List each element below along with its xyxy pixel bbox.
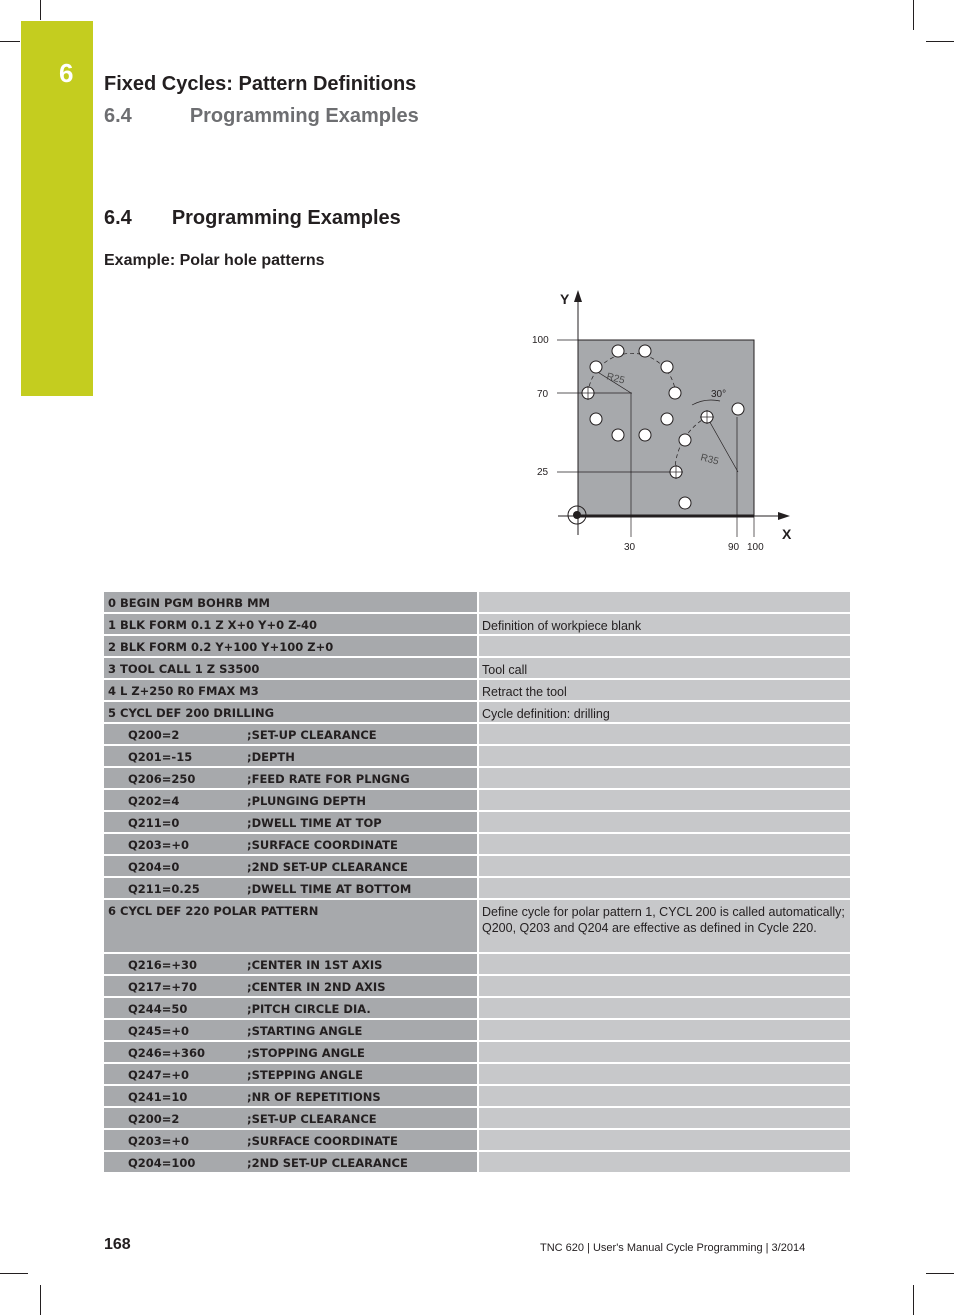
section-heading <box>104 207 401 230</box>
program-code-cell <box>104 790 477 812</box>
program-row <box>104 1086 850 1108</box>
nc-program-body <box>104 592 850 1174</box>
program-comment-cell <box>477 954 850 976</box>
chapter-number: 6 <box>59 58 74 88</box>
radius-label-r35: R35 <box>699 452 720 468</box>
program-code-cell <box>104 878 477 900</box>
hole <box>679 434 691 446</box>
crop-mark <box>913 0 914 30</box>
program-row <box>104 636 850 658</box>
program-row <box>104 998 850 1020</box>
cycle-parameter: Q247=+0 <box>128 1068 190 1082</box>
program-comment-cell <box>477 658 850 680</box>
program-block: 6 CYCL DEF 220 POLAR PATTERN <box>108 904 319 918</box>
program-block: 1 BLK FORM 0.1 Z X+0 Y+0 Z-40 <box>108 618 318 632</box>
hole <box>679 497 691 509</box>
cycle-parameter-description: ;SET-UP CLEARANCE <box>247 1112 377 1126</box>
program-row <box>104 900 850 954</box>
y-tick-100: 100 <box>532 335 549 346</box>
program-block: 0 BEGIN PGM BOHRB MM <box>108 596 270 610</box>
cycle-parameter: Q203=+0 <box>128 1134 190 1148</box>
program-comment: Definition of workpiece blank <box>482 619 642 633</box>
program-code-cell <box>104 954 477 976</box>
program-comment-cell <box>477 746 850 768</box>
cycle-parameter: Q200=2 <box>128 728 180 742</box>
program-comment-cell <box>477 834 850 856</box>
program-code-cell <box>104 834 477 856</box>
program-code-cell <box>104 636 477 658</box>
x-tick-30: 30 <box>624 542 636 553</box>
cycle-parameter-description: ;STEPPING ANGLE <box>247 1068 363 1082</box>
program-row <box>104 1152 850 1174</box>
cycle-parameter-description: ;PITCH CIRCLE DIA. <box>247 1002 371 1016</box>
program-code-cell <box>104 976 477 998</box>
cycle-parameter: Q200=2 <box>128 1112 180 1126</box>
program-code-cell <box>104 998 477 1020</box>
cycle-parameter-description: ;SURFACE COORDINATE <box>247 838 398 852</box>
cycle-parameter-description: ;STARTING ANGLE <box>247 1024 363 1038</box>
cycle-parameter: Q211=0 <box>128 816 180 830</box>
hole <box>661 361 673 373</box>
program-comment-cell <box>477 592 850 614</box>
program-code-cell <box>104 746 477 768</box>
hole <box>612 345 624 357</box>
running-section-title: Programming Examples <box>189 105 419 127</box>
program-row <box>104 1042 850 1064</box>
hole <box>669 387 681 399</box>
cycle-parameter: Q204=100 <box>128 1156 196 1170</box>
polar-hole-pattern-drawing <box>520 285 810 555</box>
radius-label-r25: R25 <box>605 371 626 387</box>
x-axis-arrow <box>778 512 790 520</box>
program-code-cell <box>104 856 477 878</box>
cycle-parameter-description: ;2ND SET-UP CLEARANCE <box>247 1156 408 1170</box>
program-block: 2 BLK FORM 0.2 Y+100 Y+100 Z+0 <box>108 640 334 654</box>
program-row <box>104 746 850 768</box>
program-comment-cell <box>477 1086 850 1108</box>
cycle-parameter-description: ;SET-UP CLEARANCE <box>247 728 377 742</box>
program-comment-cell <box>477 1042 850 1064</box>
angle-label: 30° <box>711 389 727 400</box>
x-tick-90: 90 <box>728 542 740 553</box>
crop-mark <box>0 1273 28 1274</box>
program-code-cell <box>104 592 477 614</box>
program-comment-cell <box>477 768 850 790</box>
program-comment-cell <box>477 856 850 878</box>
program-code-cell <box>104 1020 477 1042</box>
cycle-parameter-description: ;DWELL TIME AT BOTTOM <box>247 882 412 896</box>
cycle-parameter-description: ;CENTER IN 1ST AXIS <box>247 958 383 972</box>
program-block: 5 CYCL DEF 200 DRILLING <box>108 706 275 720</box>
x-tick-100: 100 <box>747 542 764 553</box>
program-code-cell <box>104 1108 477 1130</box>
cycle-parameter: Q246=+360 <box>128 1046 206 1060</box>
program-row <box>104 658 850 680</box>
program-row <box>104 834 850 856</box>
program-comment-cell <box>477 636 850 658</box>
cycle-parameter-description: ;NR OF REPETITIONS <box>247 1090 381 1104</box>
program-comment-cell <box>477 724 850 746</box>
program-code-cell <box>104 680 477 702</box>
program-row <box>104 790 850 812</box>
program-comment-cell <box>477 790 850 812</box>
program-comment-cell <box>477 1020 850 1042</box>
cycle-parameter: Q217=+70 <box>128 980 198 994</box>
x-axis-label: X <box>782 526 792 542</box>
y-axis-label: Y <box>560 291 570 307</box>
y-axis-arrow <box>574 290 582 302</box>
program-block: 4 L Z+250 R0 FMAX M3 <box>108 684 259 698</box>
program-code-cell <box>104 1130 477 1152</box>
cycle-parameter-description: ;CENTER IN 2ND AXIS <box>247 980 386 994</box>
program-comment: Cycle definition: drilling <box>482 707 610 721</box>
program-row <box>104 768 850 790</box>
hole <box>590 413 602 425</box>
program-comment-cell <box>477 614 850 636</box>
program-code-cell <box>104 768 477 790</box>
program-comment-cell <box>477 702 850 724</box>
datum-symbol-inner <box>573 511 581 519</box>
program-row <box>104 1064 850 1086</box>
program-code-cell <box>104 1042 477 1064</box>
hole <box>612 429 624 441</box>
crop-mark <box>926 41 954 42</box>
cycle-parameter: Q203=+0 <box>128 838 190 852</box>
program-code-cell <box>104 702 477 724</box>
program-row <box>104 592 850 614</box>
program-comment-cell <box>477 1152 850 1174</box>
program-block: 3 TOOL CALL 1 Z S3500 <box>108 662 260 676</box>
cycle-parameter: Q206=250 <box>128 772 196 786</box>
program-code-cell <box>104 1064 477 1086</box>
program-row <box>104 614 850 636</box>
section-number: 6.4 <box>104 207 132 229</box>
y-tick-70: 70 <box>537 389 549 400</box>
hole <box>639 345 651 357</box>
chapter-title: Fixed Cycles: Pattern Definitions <box>104 73 417 95</box>
cycle-parameter: Q216=+30 <box>128 958 198 972</box>
cycle-parameter-description: ;PLUNGING DEPTH <box>247 794 366 808</box>
program-code-cell <box>104 724 477 746</box>
program-code-cell <box>104 1152 477 1174</box>
hole <box>732 403 744 415</box>
cycle-parameter-description: ;SURFACE COORDINATE <box>247 1134 398 1148</box>
program-comment-cell <box>477 976 850 998</box>
footer-text: TNC 620 | User's Manual Cycle Programming | 3/2014 <box>540 1242 806 1254</box>
cycle-parameter: Q204=0 <box>128 860 180 874</box>
program-row <box>104 1020 850 1042</box>
crop-mark <box>0 41 20 42</box>
crop-mark <box>926 1273 954 1274</box>
y-tick-25: 25 <box>537 467 549 478</box>
program-code-cell <box>104 1086 477 1108</box>
page-number: 168 <box>104 1236 131 1253</box>
cycle-parameter: Q245=+0 <box>128 1024 190 1038</box>
program-comment-cell <box>477 1064 850 1086</box>
program-code-cell <box>104 812 477 834</box>
program-code-cell <box>104 658 477 680</box>
program-comment-cell <box>477 1130 850 1152</box>
program-comment: Tool call <box>482 663 528 677</box>
program-row <box>104 702 850 724</box>
program-comment-cell <box>477 680 850 702</box>
cycle-parameter: Q211=0.25 <box>128 882 200 896</box>
program-code-cell <box>104 614 477 636</box>
program-comment-cell <box>477 900 850 954</box>
section-title: Programming Examples <box>171 207 401 229</box>
crop-mark <box>40 1285 41 1315</box>
example-title: Example: Polar hole patterns <box>104 252 325 269</box>
running-section-header <box>104 105 419 128</box>
program-comment-cell <box>477 1108 850 1130</box>
cycle-parameter-description: ;DWELL TIME AT TOP <box>247 816 382 830</box>
program-row <box>104 856 850 878</box>
program-row <box>104 1130 850 1152</box>
program-comment-cell <box>477 812 850 834</box>
hole <box>639 429 651 441</box>
program-code-cell <box>104 900 477 954</box>
crop-mark <box>913 1285 914 1315</box>
program-row <box>104 680 850 702</box>
crop-mark <box>40 0 41 20</box>
cycle-parameter: Q202=4 <box>128 794 180 808</box>
cycle-parameter: Q241=10 <box>128 1090 188 1104</box>
cycle-parameter-description: ;FEED RATE FOR PLNGNG <box>247 772 410 786</box>
cycle-parameter: Q201=-15 <box>128 750 193 764</box>
program-row <box>104 878 850 900</box>
program-row <box>104 812 850 834</box>
program-row <box>104 954 850 976</box>
program-comment: Define cycle for polar pattern 1, CYCL 200 is called automatically; Q200, Q203 and Q204 are effective as defined in Cycle 220. <box>482 905 845 935</box>
program-row <box>104 976 850 998</box>
nc-program-table <box>104 592 850 1174</box>
cycle-parameter: Q244=50 <box>128 1002 188 1016</box>
cycle-parameter-description: ;DEPTH <box>247 750 295 764</box>
cycle-parameter-description: ;2ND SET-UP CLEARANCE <box>247 860 408 874</box>
hole <box>661 413 673 425</box>
program-row <box>104 724 850 746</box>
cycle-parameter-description: ;STOPPING ANGLE <box>247 1046 365 1060</box>
hole <box>590 361 602 373</box>
program-row <box>104 1108 850 1130</box>
program-comment-cell <box>477 878 850 900</box>
program-comment-cell <box>477 998 850 1020</box>
running-section-number: 6.4 <box>104 105 132 127</box>
program-comment: Retract the tool <box>482 685 567 699</box>
